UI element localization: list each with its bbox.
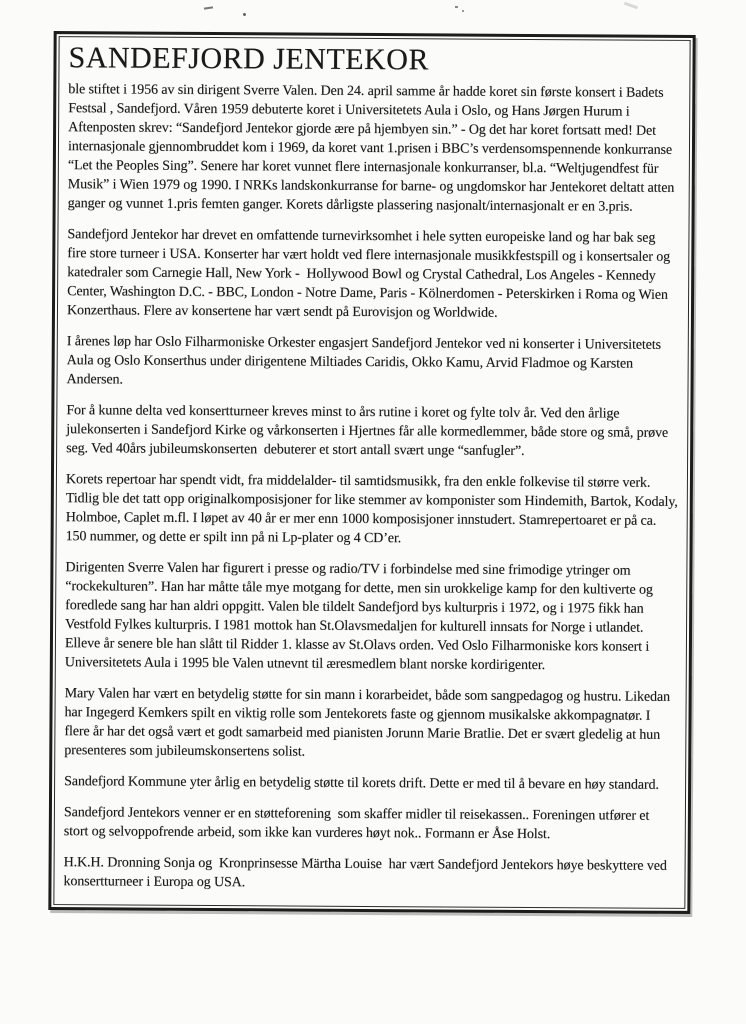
document-frame-outer-border [48,31,695,914]
scan-speckle [204,6,213,9]
paragraph-membership: For å kunne delta ved konsertturneer kreves minst to års rutine i koret og fylte tolv år. Ved den årlige julekonserten i Sandefjord Kirke og vårkonserten i Hjertnes får alle kormedlemmer, både store og små, prøve seg. Ved 40års jubileumskonserten debuterer et stort antall svært unge “sanfugler”. [66,403,672,459]
document-frame [48,31,695,914]
paragraph-conductor: Dirigenten Sverre Valen har figurert i presse og radio/TV i forbindelse med sine frimodige ytringer om “rockekulturen”. Han har måtte tåle mye motgang for dette, men sin urokkelige kamp for den kultiverte og foredlede sang har han aldri oppgitt. Valen ble tildelt Sandefjord bys kulturpris i 1972, og i 1975 fikk han Vestfold Fylkes kulturpris. I 1981 mottok han St.Olavsmedaljen for kulturell innsats for Norge i utlandet. Elleve år senere ble han slått til Ridder 1. klasse av St.Olavs orden. Ved Oslo Filharmoniske kors konsert i Universitetets Aula i 1995 ble Valen utnevnt til æresmedlem blant norske kordirigenter. [64,560,657,674]
scan-speckle [455,6,458,8]
paragraph-repertoire: Korets repertoar har spendt vidt, fra middelalder- til samtidsmusikk, fra den enkle folkevise til større verk. Tidlig ble det tatt opp originalkomposisjoner for like stemmer av komponister som Hindemith, Bartok, Kodaly, Holmboe, Caplet m.fl. I løpet av 40 år er mer enn 1000 komposisjoner innstudert. Stamrepertoaret er på ca. 150 nummer, og dette er spilt inn på ni Lp-plater og 4 CD’er. [65,472,682,547]
paragraph-tours: Sandefjord Jentekor har drevet en omfattende turnevirksomhet i hele sytten europeiske land og har bak seg fire store turneer i USA. Konserter har vært holdt ved flere internasjonale musikkfestspill og i konsertsaler og katedraler som Carnegie Hall, New York - Hollywood Bowl og Crystal Cathedral, Los Angeles - Kennedy Center, Washington D.C. - BBC, London - Notre Dame, Paris - Kölnerdomen - Peterskirken i Roma og Wien Konzerthaus. Flere av konsertene har vært sendt på Eurovisjon og Worldwide. [66,227,674,321]
paragraph-accompanists: Mary Valen har vært en betydelig støtte for sin mann i korarbeidet, både som sangpedagog og hustru. Likedan har Ingegerd Kemkers spilt en viktig rolle som Jentekorets faste og gjennom musikalske akkompagnatør. I flere år har det også vært et godt samarbeid med pianisten Jorunn Marie Bratlie. Det er svært gledelig at hun presenteres som jubileumskonsertens solist. [64,686,674,760]
scan-speckle [243,13,246,16]
document-frame-inner-border [53,36,690,909]
paragraph-orchestra: I årenes løp har Oslo Filharmoniske Orkester engasjert Sandefjord Jentekor ved ni konserter i Universitetets Aula og Oslo Konserthus under dirigentene Miltiades Caridis, Okko Kamu, Arvid Fladmoe og Karsten Andersen. [66,334,664,388]
scan-speckle [462,10,464,12]
paragraph-municipality: Sandefjord Kommune yter årlig en betydelig støtte til korets drift. Dette er med til å bevare en høy standard. [64,774,659,793]
scan-speckle [624,2,638,10]
paragraph-friends-association: Sandefjord Jentekors venner er en støtteforening som skaffer midler til reisekassen.. Foreningen utfører et stort og selvoppofrende arbeid, som ikke kan vurderes høyt nok.. Formann er Åse Holst. [63,805,653,843]
paragraph-history: ble stiftet i 1956 av sin dirigent Sverre Valen. Den 24. april samme år hadde koret sin første konsert i Badets Festsal , Sandefjord. Våren 1959 debuterte koret i Universitetets Aula i Oslo, og Hans Jørgen Hurum i Aftenposten skrev: “Sandefjord Jentekor gjorde ære på hjembyen sin.” - Og det har koret fortsatt med! Det internasjonale gjennombruddet kom i 1969, da koret vant 1.prisen i BBC’s verdensomspennende konkurranse “Let the Peoples Sing”. Senere har koret vunnet flere internasjonale konkurranser, bl.a. “Weltjugendfest für Musik” i Wien 1979 og 1990. I NRKs landskonkurranse for barne- og ungdomskor har Jentekoret deltatt atten ganger og vunnet 1.pris femten ganger. Korets dårligste plassering nasjonalt/internasjonalt er en 3.pris. [67,82,678,215]
paragraph-royal-patrons: H.K.H. Dronning Sonja og Kronprinsesse Märtha Louise har vært Sandefjord Jentekors høye beskyttere ved konsertturneer i Europa og USA. [63,855,671,891]
document-title: SANDEFJORD JENTEKOR [68,41,429,77]
